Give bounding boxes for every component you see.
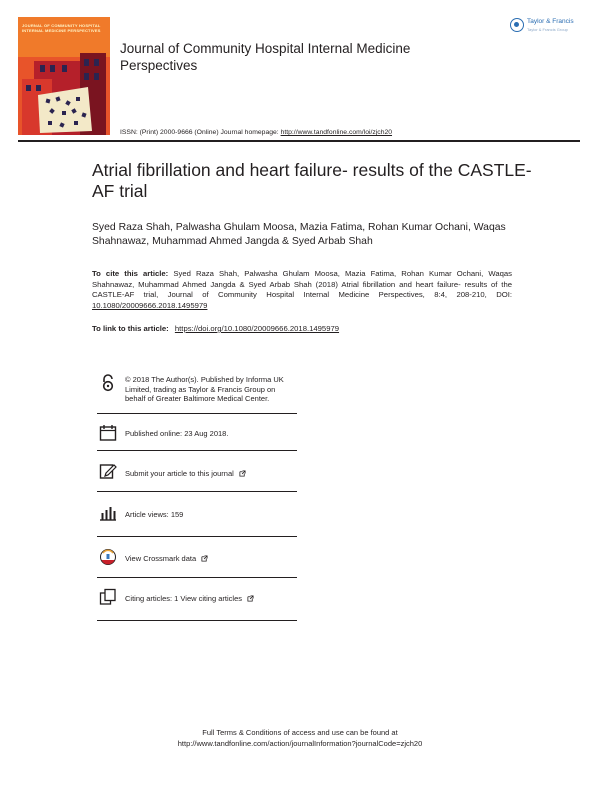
footer-terms-link[interactable]: http://www.tandfonline.com/action/journalInformation?journalCode=zjch20 — [177, 739, 423, 748]
external-link-icon — [239, 470, 246, 477]
article-title: Atrial fibrillation and heart failure- results of the CASTLE-AF trial — [92, 160, 532, 201]
cover-artwork — [18, 17, 110, 135]
journal-homepage-link[interactable]: http://www.tandfonline.com/loi/zjch20 — [280, 129, 393, 136]
journal-cover-image — [18, 17, 110, 135]
publisher-name: Taylor & Francis — [527, 18, 574, 25]
external-link-icon — [201, 555, 208, 562]
journal-title: Journal of Community Hospital Internal Medicine Perspectives — [120, 41, 411, 73]
article-doi-url[interactable]: https://doi.org/10.1080/20009666.2018.1495979 — [174, 324, 340, 333]
article-views: Article views: 159 — [125, 510, 184, 519]
bar-chart-icon — [99, 504, 117, 522]
citing-articles-icon — [99, 588, 117, 606]
submit-article-label: Submit your article to this journal — [125, 469, 234, 478]
citation-label: To cite this article: — [92, 269, 169, 278]
footer-terms-text: Full Terms & Conditions of access and use can be found at — [202, 728, 398, 737]
issn-line — [120, 128, 392, 137]
external-link-icon — [247, 595, 254, 602]
header-divider — [18, 140, 580, 142]
citation-text: Syed Raza Shah, Palwasha Ghulam Moosa, Mazia Fatima, Rohan Kumar Ochani, Waqas Shahnawaz, Muhammad Ahmed Jangda & Syed Arbab Shah (2018) Atrial fibrillation and heart failure- results of the CASTLE-AF trial, Journal of Community Hospital Internal Medicine Perspectives, 8:4, 208-210, DOI: — [92, 269, 513, 299]
publisher-logo[interactable] — [510, 16, 586, 38]
citing-articles-label: Citing articles: 1 View citing articles — [125, 594, 242, 603]
issn-text: ISSN: (Print) 2000-9666 (Online) Journal homepage: — [120, 129, 279, 136]
crossmark-row[interactable] — [97, 537, 297, 578]
license-row — [97, 372, 297, 414]
crossmark-icon — [99, 548, 117, 566]
published-date: Published online: 23 Aug 2018. — [125, 429, 229, 438]
citing-row[interactable] — [97, 578, 297, 621]
submit-article-link[interactable] — [125, 469, 246, 479]
article-link-label: To link to this article: — [92, 324, 169, 333]
footer — [0, 727, 600, 749]
citation-doi-link[interactable]: 10.1080/20009666.2018.1495979 — [92, 300, 208, 310]
open-access-icon — [99, 374, 117, 392]
crossmark-link[interactable] — [125, 554, 208, 564]
views-row — [97, 492, 297, 537]
article-link-line — [92, 324, 339, 334]
article-authors: Syed Raza Shah, Palwasha Ghulam Moosa, Mazia Fatima, Rohan Kumar Ochani, Waqas Shahnawaz, Muhammad Ahmed Jangda & Syed Arbab Shah — [92, 222, 506, 247]
submit-row[interactable] — [97, 451, 297, 492]
license-text: © 2018 The Author(s). Published by Informa UK Limited, trading as Taylor & Francis Group on behalf of Greater Baltimore Medical Center. — [125, 375, 284, 403]
crossmark-label: View Crossmark data — [125, 554, 197, 563]
cover-title: JOURNAL OF COMMUNITY HOSPITAL INTERNAL MEDICINE PERSPECTIVES — [22, 23, 101, 33]
publisher-subtitle: Taylor & Francis Group — [527, 27, 568, 32]
submit-article-icon — [99, 462, 117, 480]
taylor-francis-logo-icon — [510, 18, 524, 32]
citation-block — [92, 269, 512, 311]
published-row — [97, 414, 297, 451]
calendar-icon — [99, 424, 117, 442]
citing-articles-link[interactable] — [125, 594, 254, 604]
